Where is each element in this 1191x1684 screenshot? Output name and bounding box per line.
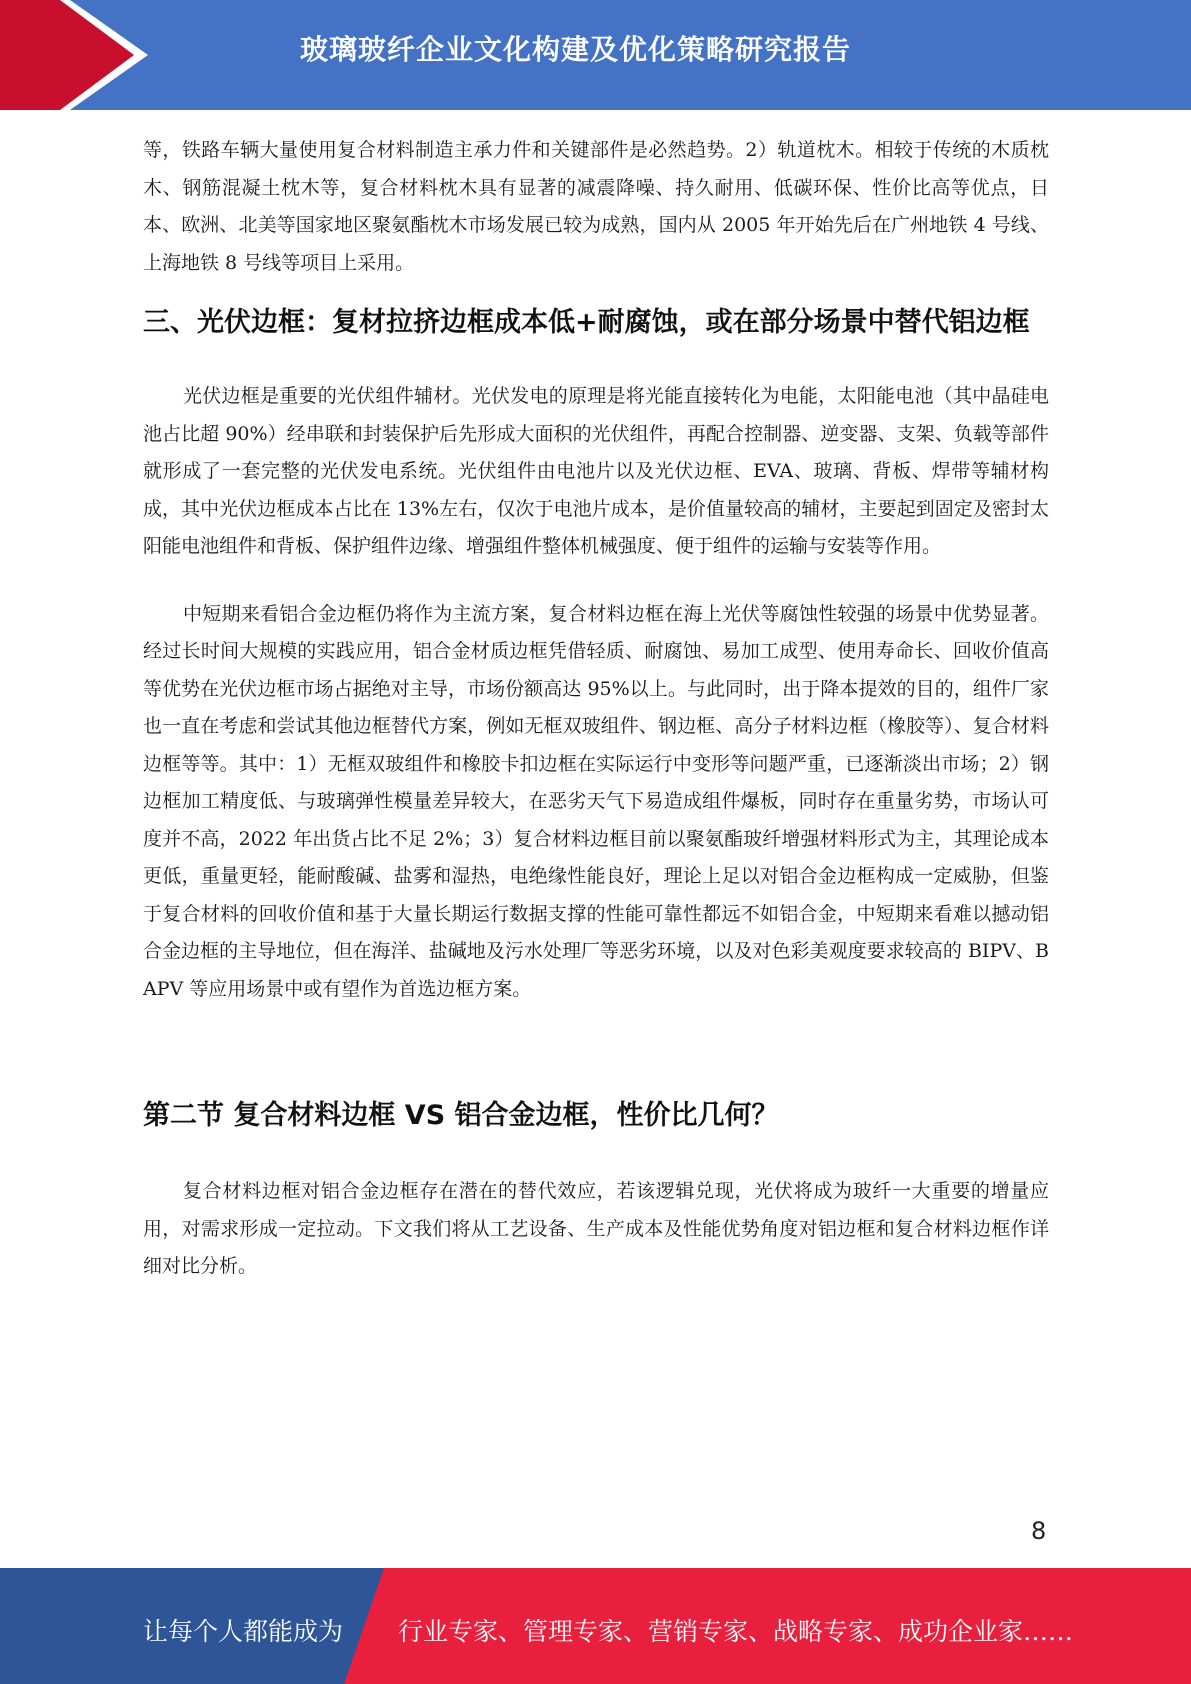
page-number: 8 xyxy=(1031,1517,1047,1545)
paragraph-aluminum-vs-composite: 中短期来看铝合金边框仍将作为主流方案，复合材料边框在海上光伏等腐蚀性较强的场景中优势显著。经过长时间大规模的实践应用，铝合金材质边框凭借轻质、耐腐蚀、易加工成型、使用寿命长、回收价值高等优势在光伏边框市场占据绝对主导，市场份额高达 95%以上。与此同时，出于降本提效的目的，组件厂家也一直在考虑和尝试其他边框替代方案，例如无框双玻组件、钢边框、高分子材料边框（橡胶等）、复合材料边框等等。其中：1）无框双玻组件和橡胶卡扣边框在实际运行中变形等问题严重，已逐渐淡出市场；2）钢边框加工精度低、与玻璃弹性模量差异较大，在恶劣天气下易造成组件爆板，同时存在重量劣势，市场认可度并不高，2022 年出货占比不足 2%；3）复合材料边框目前以聚氨酯玻纤增强材料形式为主，其理论成本更低，重量更轻，能耐酸碱、盐雾和湿热，电绝缘性能良好，理论上足以对铝合金边框构成一定威胁，但鉴于复合材料的回收价值和基于大量长期运行数据支撑的性能可靠性都远不如铝合金，中短期来看难以撼动铝合金边框的主导地位，但在海洋、盐碱地及污水处理厂等恶劣环境，以及对色彩美观度要求较高的 BIPV、BAPV 等应用场景中或有望作为首选边框方案。 xyxy=(143,602,1049,1000)
paragraph-pv-frame-intro: 光伏边框是重要的光伏组件辅材。光伏发电的原理是将光能直接转化为电能，太阳能电池（其中晶硅电池占比超 90%）经串联和封装保护后先形成大面积的光伏组件，再配合控制器、逆变器、支架、负载等部件就形成了一套完整的光伏发电系统。光伏组件由电池片以及光伏边框、EVA、玻璃、背板、焊带等辅材构成，其中光伏边框成本占比在 13%左右，仅次于电池片成本，是价值量较高的辅材，主要起到固定及密封太阳能电池组件和背板、保护组件边缘、增强组件整体机械强度、便于组件的运输与安装等作用。 xyxy=(143,385,1049,557)
paragraph-railway: 等，铁路车辆大量使用复合材料制造主承力件和关键部件是必然趋势。2）轨道枕木。相较于传统的木质枕木、钢筋混凝土枕木等，复合材料枕木具有显著的减震降噪、持久耐用、低碳环保、性价比高等优点，日本、欧洲、北美等国家地区聚氨酯枕木市场发展已较为成熟，国内从 2005 年开始先后在广州地铁 4 号线、上海地铁 8 号线等项目上采用。 xyxy=(143,139,1049,274)
page-footer xyxy=(0,1568,1191,1684)
paragraph-substitution-effect: 复合材料边框对铝合金边框存在潜在的替代效应，若该逻辑兑现，光伏将成为玻纤一大重要的增量应用，对需求形成一定拉动。下文我们将从工艺设备、生产成本及性能优势角度对铝边框和复合材料边框作详细对比分析。 xyxy=(143,1180,1049,1277)
footer-slogan-right: 行业专家、管理专家、营销专家、战略专家、成功企业家…… xyxy=(398,1617,1074,1646)
footer-slogan-left: 让每个人都能成为 xyxy=(143,1617,344,1646)
section-heading-cost-performance: 第二节 复合材料边框 VS 铝合金边框，性价比几何？ xyxy=(143,1100,779,1131)
section-heading-pv-frame: 三、光伏边框：复材拉挤边框成本低+耐腐蚀，或在部分场景中替代铝边框 xyxy=(143,307,1030,338)
page-header xyxy=(0,0,1191,110)
header-arrow-decoration xyxy=(0,0,160,110)
document-body xyxy=(143,132,1049,1286)
report-title: 玻璃玻纤企业文化构建及优化策略研究报告 xyxy=(300,33,852,66)
